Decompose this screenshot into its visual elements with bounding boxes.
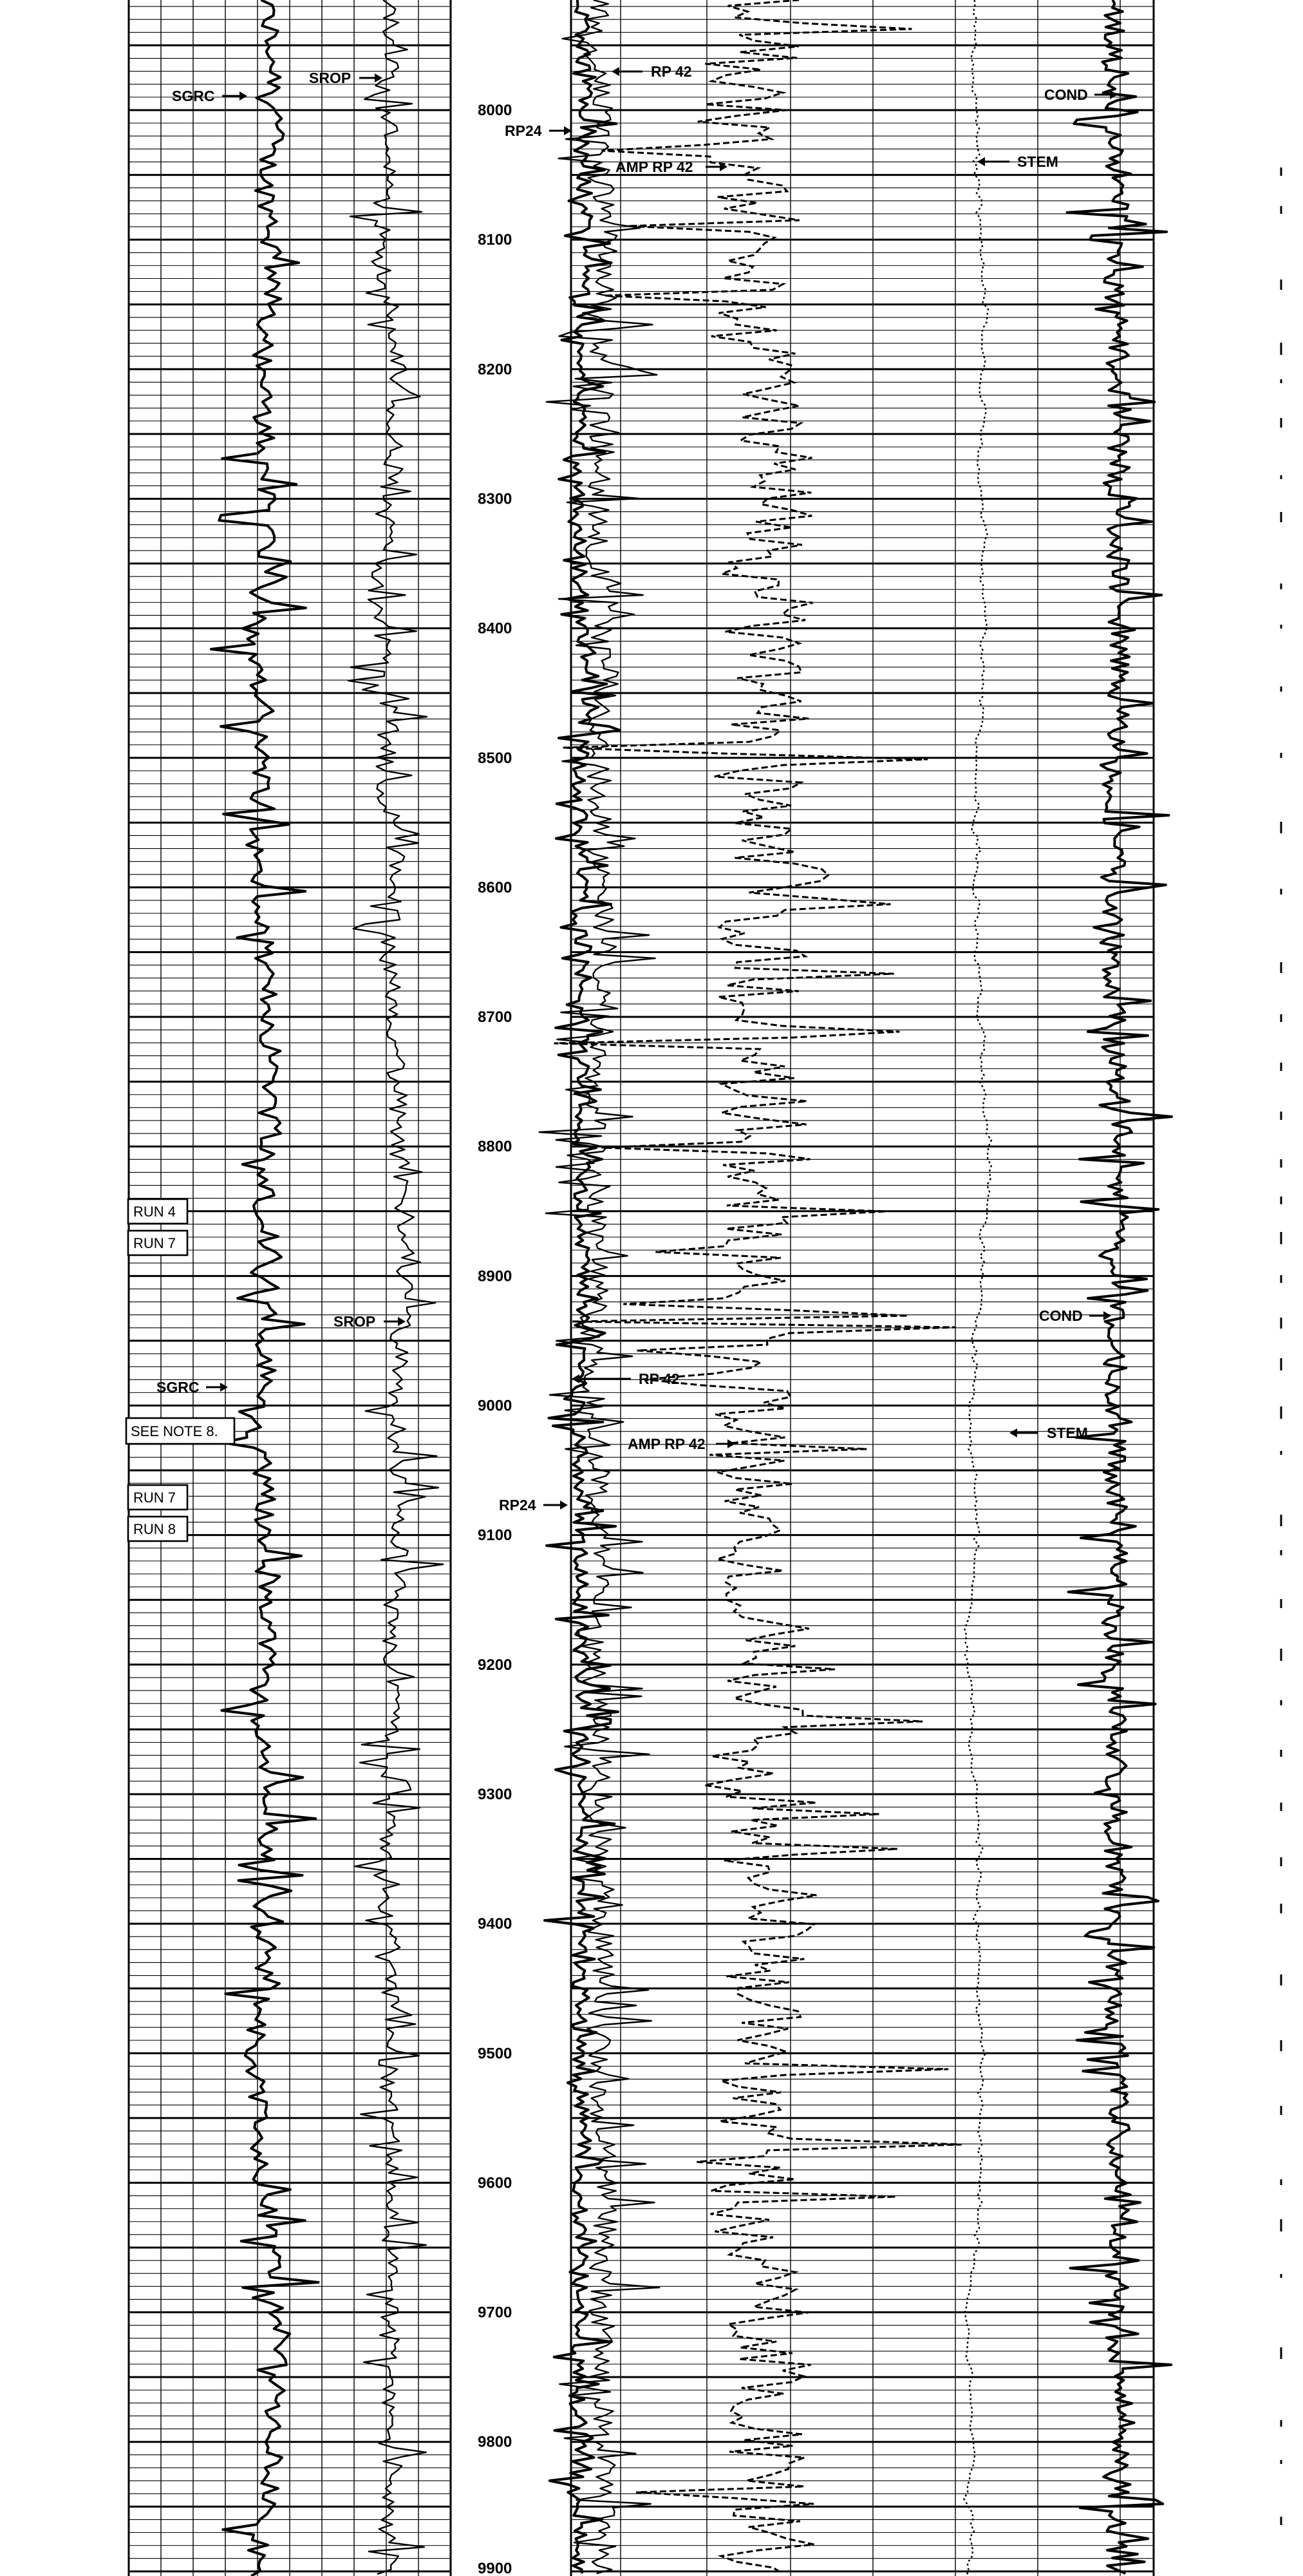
run8-text: RUN 8 bbox=[133, 1521, 176, 1537]
stem-label-upper bbox=[977, 153, 1058, 170]
arrowhead-icon bbox=[1009, 1428, 1017, 1437]
amp-rp42-label: AMP RP 42 bbox=[615, 158, 693, 175]
sgrc-curve bbox=[211, 0, 318, 2576]
rp24-label: RP24 bbox=[505, 122, 542, 139]
cond-curve bbox=[1067, 0, 1172, 2573]
arrowhead-icon bbox=[560, 1501, 568, 1510]
arrowhead-icon bbox=[220, 1383, 228, 1392]
cond-label: COND bbox=[1044, 86, 1088, 103]
depth-tick-label: 9600 bbox=[478, 2174, 512, 2192]
depth-tick-label: 9900 bbox=[478, 2560, 512, 2576]
run8-box bbox=[128, 1517, 187, 1541]
rp42-label-upper bbox=[612, 63, 692, 80]
rp42-label: RP 42 bbox=[639, 1370, 680, 1387]
depth-tick-label: 9700 bbox=[478, 2304, 512, 2322]
arrowhead-icon bbox=[1103, 1311, 1111, 1320]
depth-tick-label: 8400 bbox=[478, 620, 512, 638]
stem-label: STEM bbox=[1017, 153, 1058, 170]
rp42-label-lower bbox=[572, 1370, 680, 1387]
see-note8-text: SEE NOTE 8. bbox=[131, 1423, 218, 1439]
run4-box bbox=[128, 1199, 187, 1224]
srop-label-lower bbox=[333, 1313, 406, 1330]
rp42-label: RP 42 bbox=[651, 63, 692, 80]
depth-tick-label: 8500 bbox=[478, 749, 512, 767]
arrowhead-icon bbox=[239, 91, 247, 100]
run7-text: RUN 7 bbox=[133, 1235, 176, 1251]
depth-axis bbox=[478, 102, 512, 2576]
arrowhead-icon bbox=[977, 157, 985, 166]
depth-tick-label: 8600 bbox=[478, 878, 512, 896]
run7-text: RUN 7 bbox=[133, 1490, 176, 1506]
arrowhead-icon bbox=[398, 1317, 406, 1326]
arrowhead-icon bbox=[727, 1439, 735, 1448]
right-track-grid bbox=[571, 0, 1154, 2576]
cond-label-lower bbox=[1039, 1307, 1111, 1324]
srop-label: SROP bbox=[309, 70, 352, 86]
cond-label: COND bbox=[1039, 1307, 1083, 1324]
run7-box-lower bbox=[128, 1485, 187, 1510]
depth-tick-label: 8000 bbox=[478, 102, 512, 119]
rp24-label-upper bbox=[505, 122, 572, 139]
depth-tick-label: 9800 bbox=[478, 2433, 512, 2451]
srop-label: SROP bbox=[333, 1313, 376, 1330]
depth-tick-label: 8700 bbox=[478, 1009, 512, 1027]
depth-tick-label: 8100 bbox=[478, 231, 512, 249]
depth-tick-label: 8200 bbox=[478, 361, 512, 379]
depth-tick-label: 9000 bbox=[478, 1397, 512, 1415]
arrowhead-icon bbox=[572, 1374, 579, 1383]
log-curves bbox=[211, 0, 1172, 2576]
sgrc-label-upper bbox=[172, 88, 247, 104]
srop-curve bbox=[348, 0, 443, 2574]
depth-tick-label: 9200 bbox=[478, 1656, 512, 1674]
arrowhead-icon bbox=[612, 67, 619, 76]
stem-label: STEM bbox=[1047, 1425, 1088, 1441]
run7-box-upper bbox=[128, 1231, 187, 1255]
see-note8-box bbox=[126, 1418, 234, 1444]
run4-text: RUN 4 bbox=[133, 1204, 176, 1220]
rp24-label-lower bbox=[499, 1497, 568, 1513]
cond-label-upper bbox=[1044, 86, 1118, 103]
depth-tick-label: 9300 bbox=[478, 1785, 512, 1803]
srop-label-upper bbox=[309, 70, 382, 86]
rp24-label: RP24 bbox=[499, 1497, 536, 1513]
depth-tick-label: 9500 bbox=[478, 2045, 512, 2063]
sgrc-label-lower bbox=[156, 1379, 228, 1396]
depth-tick-label: 8300 bbox=[478, 490, 512, 508]
depth-tick-label: 9100 bbox=[478, 1526, 512, 1544]
arrowhead-icon bbox=[1110, 90, 1118, 99]
sgrc-label: SGRC bbox=[156, 1379, 200, 1396]
depth-tick-label: 9400 bbox=[478, 1915, 512, 1933]
depth-tick-label: 8800 bbox=[478, 1138, 512, 1156]
stem-label-lower bbox=[1009, 1425, 1088, 1441]
depth-tick-label: 8900 bbox=[478, 1267, 512, 1285]
amp-rp42-label: AMP RP 42 bbox=[628, 1435, 706, 1452]
amp-rp42-curve bbox=[554, 0, 962, 2573]
stem-curve bbox=[964, 0, 991, 2576]
amp-rp42-label-lower bbox=[628, 1435, 735, 1452]
sgrc-label: SGRC bbox=[172, 88, 215, 104]
